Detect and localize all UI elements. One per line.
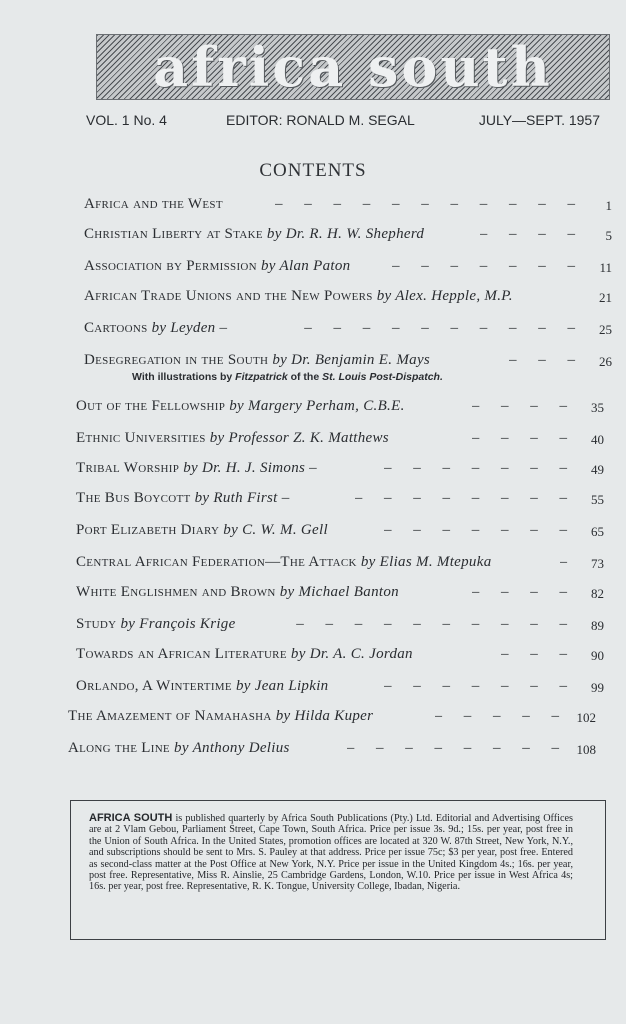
toc-entry — [76, 554, 610, 576]
toc-author: by Dr. R. H. W. Shepherd — [266, 226, 425, 242]
toc-entry — [76, 430, 610, 452]
toc-page-number: 35 — [591, 400, 604, 415]
toc-title — [76, 522, 332, 539]
toc-entry — [76, 616, 610, 638]
toc-article-title: Christian Liberty at Stake — [84, 226, 263, 242]
toc-page-number: 40 — [591, 432, 604, 447]
toc-leader: – – – – — [471, 584, 576, 600]
toc-note-prefix: With illustrations by — [132, 371, 236, 383]
toc-author: by Jean Lipkin — [235, 678, 329, 694]
toc-title — [84, 226, 428, 243]
toc-page-number: 5 — [605, 228, 612, 243]
toc-leader: – — [559, 554, 576, 570]
toc-entry — [84, 226, 618, 248]
toc-page-number: 11 — [599, 260, 612, 275]
toc-note-name: Fitzpatrick — [235, 371, 288, 383]
toc-article-title: The Amazement of Namahasha — [68, 708, 272, 724]
toc-note-source: St. Louis Post-Dispatch. — [322, 371, 443, 383]
toc-title — [76, 460, 321, 477]
issue-date: JULY—SEPT. 1957 — [478, 112, 600, 128]
toc-entry — [68, 708, 602, 730]
toc-page-number: 49 — [591, 462, 604, 477]
toc-page-number: 82 — [591, 586, 604, 601]
toc-author: by Leyden – — [151, 320, 228, 336]
toc-leader: – – – – – – – – – – — [296, 616, 576, 632]
toc-article-title: Association by Permission — [84, 258, 257, 274]
toc-author: by Dr. A. C. Jordan — [290, 646, 413, 662]
toc-leader: – – – – – – – – – – — [304, 320, 584, 336]
toc-leader: – – – – – – – — [384, 460, 576, 476]
toc-leader: – – – – — [471, 430, 576, 446]
masthead-title: africa south — [153, 35, 553, 99]
toc-title — [84, 352, 434, 369]
toc-entry — [84, 288, 618, 310]
toc-article-title: Desegregation in the South — [84, 352, 269, 368]
toc-leader: – – – — [501, 646, 576, 662]
toc-page-number: 89 — [591, 618, 604, 633]
publisher-info-box — [70, 800, 606, 940]
toc-article-title: White Englishmen and Brown — [76, 584, 276, 600]
toc-entry — [68, 740, 602, 762]
toc-article-title: Study — [76, 616, 117, 632]
toc-page-number: 55 — [591, 492, 604, 507]
toc-title — [84, 288, 517, 305]
toc-author: by Ruth First – — [194, 490, 290, 506]
toc-entry — [76, 584, 610, 606]
toc-page-number: 25 — [599, 322, 612, 337]
toc-leader: – – – – – – – – – – – — [275, 196, 584, 212]
toc-author: by Alex. Hepple, M.P. — [376, 288, 513, 304]
toc-title — [76, 554, 496, 571]
toc-title — [84, 196, 227, 213]
toc-title — [76, 398, 409, 415]
toc-article-title: Orlando, A Wintertime — [76, 678, 232, 694]
toc-article-title: Africa and the West — [84, 196, 223, 212]
masthead-banner — [96, 34, 610, 100]
toc-article-title: Ethnic Universities — [76, 430, 206, 446]
publisher-brand: AFRICA SOUTH — [89, 812, 173, 824]
toc-entry — [84, 258, 618, 280]
toc-page-number: 108 — [576, 742, 596, 757]
toc-title — [76, 584, 403, 601]
toc-page-number: 73 — [591, 556, 604, 571]
toc-author: by Anthony Delius — [174, 740, 290, 756]
toc-entry — [76, 646, 610, 668]
toc-leader: – – – – – – – — [384, 678, 576, 694]
issue-editor: EDITOR: RONALD M. SEGAL — [226, 112, 415, 128]
toc-article-title: Cartoons — [84, 320, 148, 336]
toc-title — [76, 616, 240, 633]
issue-info-line — [86, 112, 600, 132]
issue-volume: VOL. 1 No. 4 — [86, 112, 167, 128]
toc-article-title: The Bus Boycott — [76, 490, 191, 506]
toc-entry — [76, 490, 610, 512]
toc-leader: – – – – – – – — [392, 258, 584, 274]
toc-page-number: 99 — [591, 680, 604, 695]
toc-title — [76, 678, 332, 695]
toc-article-title: Along the Line — [68, 740, 170, 756]
toc-leader: – – – – — [479, 226, 584, 242]
toc-author: by Alan Paton — [260, 258, 351, 274]
toc-title — [84, 258, 354, 275]
toc-article-title: Port Elizabeth Diary — [76, 522, 220, 538]
toc-entry — [76, 522, 610, 544]
toc-author: by Margery Perham, C.B.E. — [229, 398, 405, 414]
toc-page-number: 65 — [591, 524, 604, 539]
toc-title — [84, 320, 231, 337]
toc-article-title: African Trade Unions and the New Powers — [84, 288, 373, 304]
toc-leader: – – – – – – – – — [354, 490, 576, 506]
toc-article-title: Tribal Worship — [76, 460, 180, 476]
toc-title — [68, 708, 377, 725]
toc-entry — [84, 352, 618, 383]
toc-author: by Professor Z. K. Matthews — [209, 430, 389, 446]
toc-note-mid: of the — [287, 371, 323, 383]
toc-leader: – – – – – – – – — [346, 740, 568, 756]
toc-title — [76, 430, 393, 447]
toc-title — [68, 740, 294, 757]
contents-heading: CONTENTS — [259, 160, 367, 181]
toc-author: by Dr. Benjamin E. Mays — [272, 352, 431, 368]
toc-title — [76, 646, 417, 663]
toc-page-number: 1 — [605, 198, 612, 213]
toc-entry — [76, 460, 610, 482]
toc-author: by Dr. H. J. Simons – — [183, 460, 317, 476]
publisher-details: is published quarterly by Africa South Publications (Pty.) Ltd. Editorial and Advertising Offices are at 2 Vlam Gebou, Parliament Street, Cape Town, South Africa. Price per issue 3s. 9d.; 15s. per year, post free in the Union of South Africa. In the United States, promotion offices are located at 320 W. 87th Street, New York, N.Y., and subscriptions should be sent to Mrs. S. Pauley at that address. Price per issue 75c; $3 per year, post free. Entered as second-class matter at the Post Office at New York, N.Y. Price per issue in the United Kingdom 4s.; 16s. per year, post free. Representative, Miss R. Ainslie, 25 Cambridge Gardens, London, W.10. Price per issue in West Africa 4s; 16s. per year, post free. Representative, R. K. Tongue, University College, Ibadan, Nigeria. — [89, 813, 573, 893]
toc-author: by Michael Banton — [279, 584, 399, 600]
toc-article-title: Towards an African Literature — [76, 646, 287, 662]
toc-entry — [76, 678, 610, 700]
toc-entry — [84, 320, 618, 342]
toc-author: by Hilda Kuper — [275, 708, 374, 724]
toc-article-title: Central African Federation—The Attack — [76, 554, 357, 570]
toc-author: by Elias M. Mtepuka — [360, 554, 492, 570]
toc-page-number: 102 — [576, 710, 596, 725]
toc-entry — [84, 196, 618, 218]
toc-page-number: 90 — [591, 648, 604, 663]
toc-page-number: 26 — [599, 354, 612, 369]
toc-article-title: Out of the Fellowship — [76, 398, 226, 414]
toc-illustration-note — [132, 371, 443, 383]
toc-page-number: 21 — [599, 290, 612, 305]
toc-title — [76, 490, 294, 507]
toc-author: by C. W. M. Gell — [223, 522, 328, 538]
toc-leader: – – – – – — [434, 708, 568, 724]
toc-author: by François Krige — [120, 616, 236, 632]
toc-leader: – – – — [509, 352, 584, 368]
toc-leader: – – – – — [471, 398, 576, 414]
toc-entry — [76, 398, 610, 420]
publisher-info-text — [89, 813, 573, 893]
toc-leader: – – – – – – – — [384, 522, 576, 538]
